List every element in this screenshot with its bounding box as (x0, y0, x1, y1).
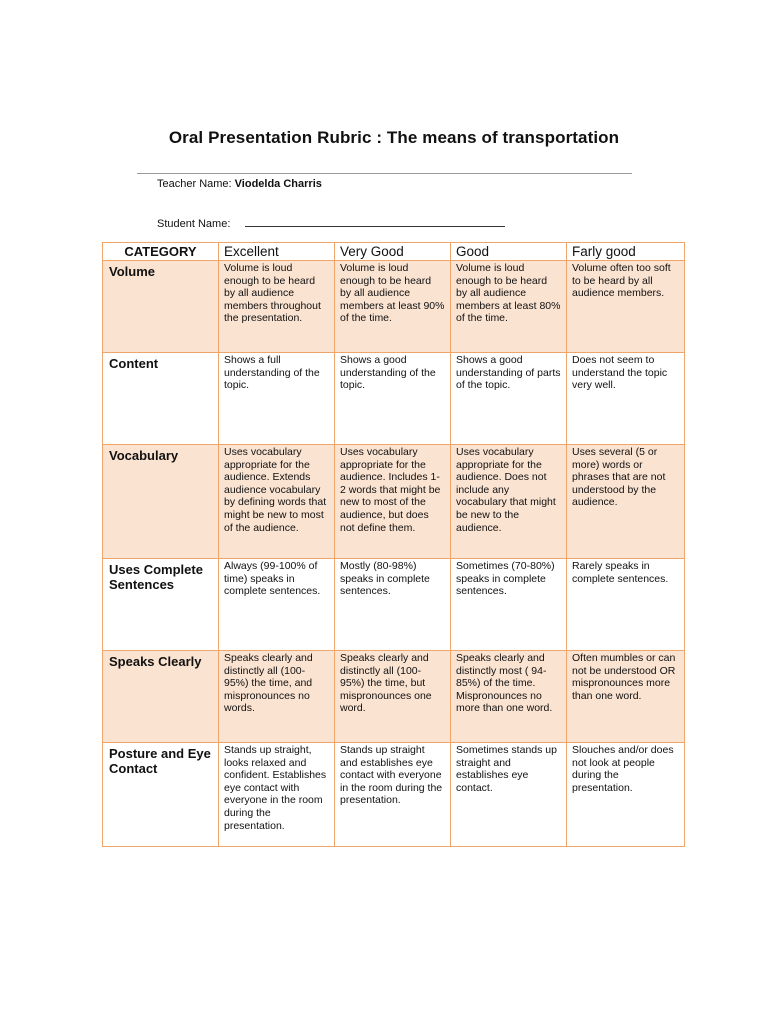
header-very-good: Very Good (335, 243, 451, 261)
rubric-cell: Speaks clearly and distinctly all (100-95%) the time, and mispronounces no words. (219, 651, 335, 743)
rubric-cell: Volume is loud enough to be heard by all audience members at least 80% of the time. (451, 261, 567, 353)
rubric-cell: Uses vocabulary appropriate for the audience. Includes 1-2 words that might be new to most of the audience, but does not define them. (335, 445, 451, 559)
category-cell: Posture and Eye Contact (103, 743, 219, 847)
rubric-header-row (103, 243, 685, 261)
category-cell: Content (103, 353, 219, 445)
rubric-cell: Always (99-100% of time) speaks in complete sentences. (219, 559, 335, 651)
header-farly-good: Farly good (567, 243, 685, 261)
rubric-row-speaks-clearly (103, 651, 685, 743)
header-excellent: Excellent (219, 243, 335, 261)
rubric-cell: Sometimes stands up straight and establishes eye contact. (451, 743, 567, 847)
title-divider (137, 173, 632, 174)
header-good: Good (451, 243, 567, 261)
student-name-blank (245, 216, 505, 227)
rubric-cell: Slouches and/or does not look at people during the presentation. (567, 743, 685, 847)
rubric-row-volume (103, 261, 685, 353)
header-category: CATEGORY (103, 243, 219, 261)
rubric-row-complete-sentences (103, 559, 685, 651)
rubric-cell: Speaks clearly and distinctly all (100-95%) the time, but mispronounces one word. (335, 651, 451, 743)
rubric-table (102, 242, 685, 847)
teacher-label: Teacher Name: (157, 178, 232, 190)
rubric-cell: Shows a full understanding of the topic. (219, 353, 335, 445)
rubric-cell: Sometimes (70-80%) speaks in complete sentences. (451, 559, 567, 651)
rubric-cell: Shows a good understanding of the topic. (335, 353, 451, 445)
rubric-row-vocabulary (103, 445, 685, 559)
category-cell: Speaks Clearly (103, 651, 219, 743)
student-line (157, 216, 505, 230)
rubric-cell: Rarely speaks in complete sentences. (567, 559, 685, 651)
teacher-line (157, 178, 322, 190)
page-title: Oral Presentation Rubric : The means of transportation (168, 128, 620, 147)
rubric-cell: Uses vocabulary appropriate for the audience. Does not include any vocabulary that might be new to the audience. (451, 445, 567, 559)
rubric-cell: Stands up straight, looks relaxed and confident. Establishes eye contact with everyone in the room during the presentation. (219, 743, 335, 847)
category-cell: Vocabulary (103, 445, 219, 559)
rubric-cell: Shows a good understanding of parts of the topic. (451, 353, 567, 445)
teacher-name: Viodelda Charris (234, 178, 322, 190)
rubric-row-posture-eye-contact (103, 743, 685, 847)
rubric-cell: Stands up straight and establishes eye contact with everyone in the room during the presentation. (335, 743, 451, 847)
rubric-cell: Often mumbles or can not be understood OR mispronounces more than one word. (567, 651, 685, 743)
rubric-cell: Speaks clearly and distinctly most ( 94-85%) of the time. Mispronounces no more than one word. (451, 651, 567, 743)
category-cell: Uses Complete Sentences (103, 559, 219, 651)
rubric-cell: Volume is loud enough to be heard by all audience members throughout the presentation. (219, 261, 335, 353)
rubric-cell: Mostly (80-98%) speaks in complete sentences. (335, 559, 451, 651)
rubric-cell: Uses vocabulary appropriate for the audience. Extends audience vocabulary by defining words that might be new to most of the audience. (219, 445, 335, 559)
rubric-row-content (103, 353, 685, 445)
rubric-cell: Volume often too soft to be heard by all audience members. (567, 261, 685, 353)
rubric-cell: Volume is loud enough to be heard by all audience members at least 90% of the time. (335, 261, 451, 353)
rubric-cell: Uses several (5 or more) words or phrases that are not understood by the audience. (567, 445, 685, 559)
category-cell: Volume (103, 261, 219, 353)
rubric-cell: Does not seem to understand the topic very well. (567, 353, 685, 445)
student-label: Student Name: (157, 218, 231, 230)
